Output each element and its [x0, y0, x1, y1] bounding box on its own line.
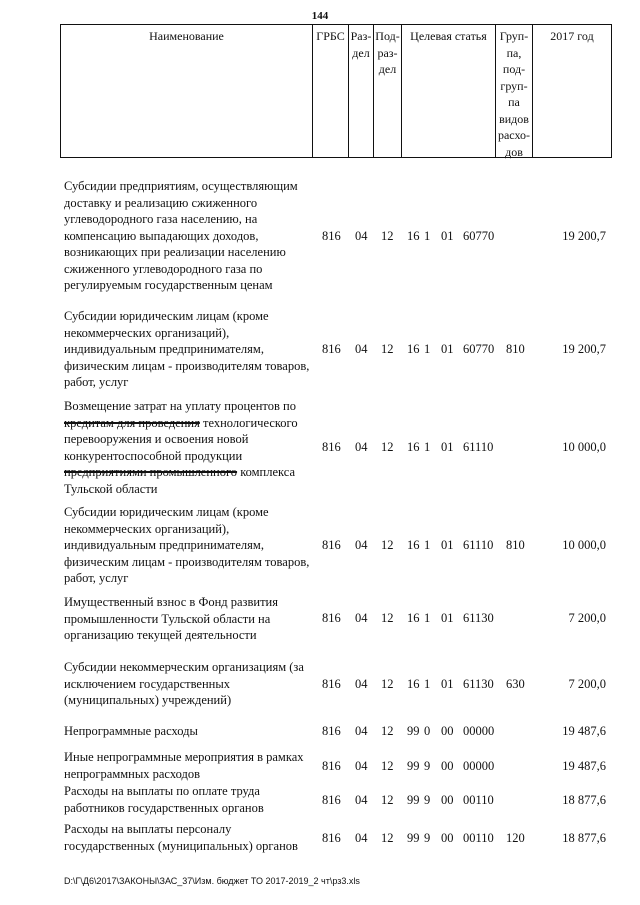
row-cs1: 16: [407, 538, 420, 552]
row-razdel: 04: [355, 440, 368, 454]
row-group: 630: [506, 677, 525, 691]
row-amount: 7 200,0: [568, 611, 606, 625]
row-podrazdel: 12: [381, 793, 394, 807]
row-grbs: 816: [322, 831, 341, 845]
row-cs3: 00: [441, 793, 454, 807]
row-cs3: 00: [441, 724, 454, 738]
row-razdel: 04: [355, 229, 368, 243]
row-cs3: 01: [441, 440, 454, 454]
header-grbs: ГРБС: [313, 25, 349, 157]
row-amount: 19 487,6: [562, 724, 606, 738]
row-cs3: 01: [441, 229, 454, 243]
row-podrazdel: 12: [381, 724, 394, 738]
row-podrazdel: 12: [381, 229, 394, 243]
row-cs1: 99: [407, 759, 420, 773]
row-cs3: 01: [441, 677, 454, 691]
row-grbs: 816: [322, 793, 341, 807]
row-group: 120: [506, 831, 525, 845]
row-grbs: 816: [322, 724, 341, 738]
row-name: Возмещение затрат на уплату процентов по кредитам для проведения технологического перевооружения и освоения новой конкурентоспособной продукции предприятиями промышленного комплекса Тульской области: [64, 399, 298, 496]
row-amount: 18 877,6: [562, 793, 606, 807]
header-year-2017: 2017 год: [550, 29, 594, 43]
row-cs1: 16: [407, 440, 420, 454]
row-cs1: 99: [407, 831, 420, 845]
row-cs2: 9: [424, 793, 431, 807]
row-razdel: 04: [355, 793, 368, 807]
row-podrazdel: 12: [381, 342, 394, 356]
row-cs4: 00000: [463, 724, 495, 738]
row-cs1: 16: [407, 677, 420, 691]
row-cs3: 00: [441, 831, 454, 845]
row-podrazdel: 12: [381, 831, 394, 845]
header-target-article: Целевая статья: [402, 25, 496, 157]
row-grbs: 816: [322, 677, 341, 691]
row-amount: 19 200,7: [562, 342, 606, 356]
row-podrazdel: 12: [381, 538, 394, 552]
row-podrazdel: 12: [381, 677, 394, 691]
header-podrazdel: Под- раз- дел: [374, 25, 402, 157]
row-cs2: 9: [424, 759, 431, 773]
row-group: 810: [506, 538, 525, 552]
row-grbs: 816: [322, 440, 341, 454]
row-cs4: 60770: [463, 229, 495, 243]
row-cs1: 16: [407, 229, 420, 243]
row-grbs: 816: [322, 342, 341, 356]
table-header: [60, 24, 612, 158]
row-name: Субсидии юридическим лицам (кроме некоммерческих организаций), индивидуальным предпринимателям, физическим лицам - производителям товаров, работ, услуг: [64, 309, 310, 389]
row-amount: 19 487,6: [562, 759, 606, 773]
row-grbs: 816: [322, 611, 341, 625]
struck-text: предприятиями промышленного: [64, 465, 238, 479]
file-path-footer: D:\Г\Д6\2017\ЗАКОНЫ\ЗАС_37\Изм. бюджет ТО 2017-2019_2 чт\рз3.xls: [64, 876, 360, 886]
row-razdel: 04: [355, 831, 368, 845]
header-expense-group: Груп- па, под- груп- па видов расхо- дов: [496, 25, 533, 157]
row-razdel: 04: [355, 611, 368, 625]
row-group: 810: [506, 342, 525, 356]
struck-text: кредитам для проведения: [64, 415, 200, 430]
row-cs1: 99: [407, 724, 420, 738]
row-cs3: 01: [441, 611, 454, 625]
row-grbs: 816: [322, 229, 341, 243]
row-razdel: 04: [355, 759, 368, 773]
row-cs2: 0: [424, 724, 431, 738]
row-cs2: 1: [424, 342, 431, 356]
row-name: Расходы на выплаты персоналу государственных (муниципальных) органов: [64, 822, 298, 853]
page-number: 144: [311, 10, 329, 22]
row-podrazdel: 12: [381, 440, 394, 454]
row-podrazdel: 12: [381, 759, 394, 773]
row-name: Субсидии юридическим лицам (кроме некоммерческих организаций), индивидуальным предпринимателям, физическим лицам - производителям товаров, работ, услуг: [64, 505, 310, 585]
row-grbs: 816: [322, 759, 341, 773]
row-grbs: 816: [322, 538, 341, 552]
row-cs4: 61130: [463, 677, 494, 691]
header-name: Наименование: [61, 25, 313, 157]
row-name: Субсидии некоммерческим организациям (за исключением государственных (муниципальных) учреждений): [64, 660, 304, 707]
row-name: Непрограммные расходы: [64, 724, 198, 738]
row-cs4: 00110: [463, 831, 494, 845]
row-razdel: 04: [355, 677, 368, 691]
row-cs3: 01: [441, 538, 454, 552]
row-cs4: 61130: [463, 611, 494, 625]
row-cs2: 1: [424, 440, 431, 454]
row-cs4: 00110: [463, 793, 494, 807]
row-amount: 10 000,0: [562, 538, 606, 552]
row-amount: 7 200,0: [568, 677, 606, 691]
row-name: Субсидии предприятиям, осуществляющим доставку и реализацию сжиженного углеводородного газа населению, на компенсацию выпадающих доходов, возникающих при реализации населению сжиженного углеводородного газа по регулируемым государственным ценам: [64, 179, 298, 292]
row-name: Имущественный взнос в Фонд развития промышленности Тульской области на организацию текущей деятельности: [64, 595, 278, 642]
row-cs3: 00: [441, 759, 454, 773]
row-amount: 19 200,7: [562, 229, 606, 243]
row-name: Расходы на выплаты по оплате труда работников государственных органов: [64, 784, 264, 815]
row-razdel: 04: [355, 724, 368, 738]
row-razdel: 04: [355, 538, 368, 552]
row-cs4: 61110: [463, 440, 494, 454]
row-cs1: 16: [407, 342, 420, 356]
row-cs2: 1: [424, 677, 431, 691]
row-cs4: 61110: [463, 538, 494, 552]
row-razdel: 04: [355, 342, 368, 356]
row-cs2: 9: [424, 831, 431, 845]
row-amount: 10 000,0: [562, 440, 606, 454]
row-cs1: 16: [407, 611, 420, 625]
row-podrazdel: 12: [381, 611, 394, 625]
row-cs2: 1: [424, 229, 431, 243]
row-amount: 18 877,6: [562, 831, 606, 845]
row-cs2: 1: [424, 538, 431, 552]
row-cs1: 99: [407, 793, 420, 807]
row-name: Иные непрограммные мероприятия в рамках непрограммных расходов: [64, 750, 304, 781]
row-cs3: 01: [441, 342, 454, 356]
row-cs4: 00000: [463, 759, 495, 773]
header-razdel: Раз- дел: [349, 25, 374, 157]
row-cs4: 60770: [463, 342, 495, 356]
row-cs2: 1: [424, 611, 431, 625]
